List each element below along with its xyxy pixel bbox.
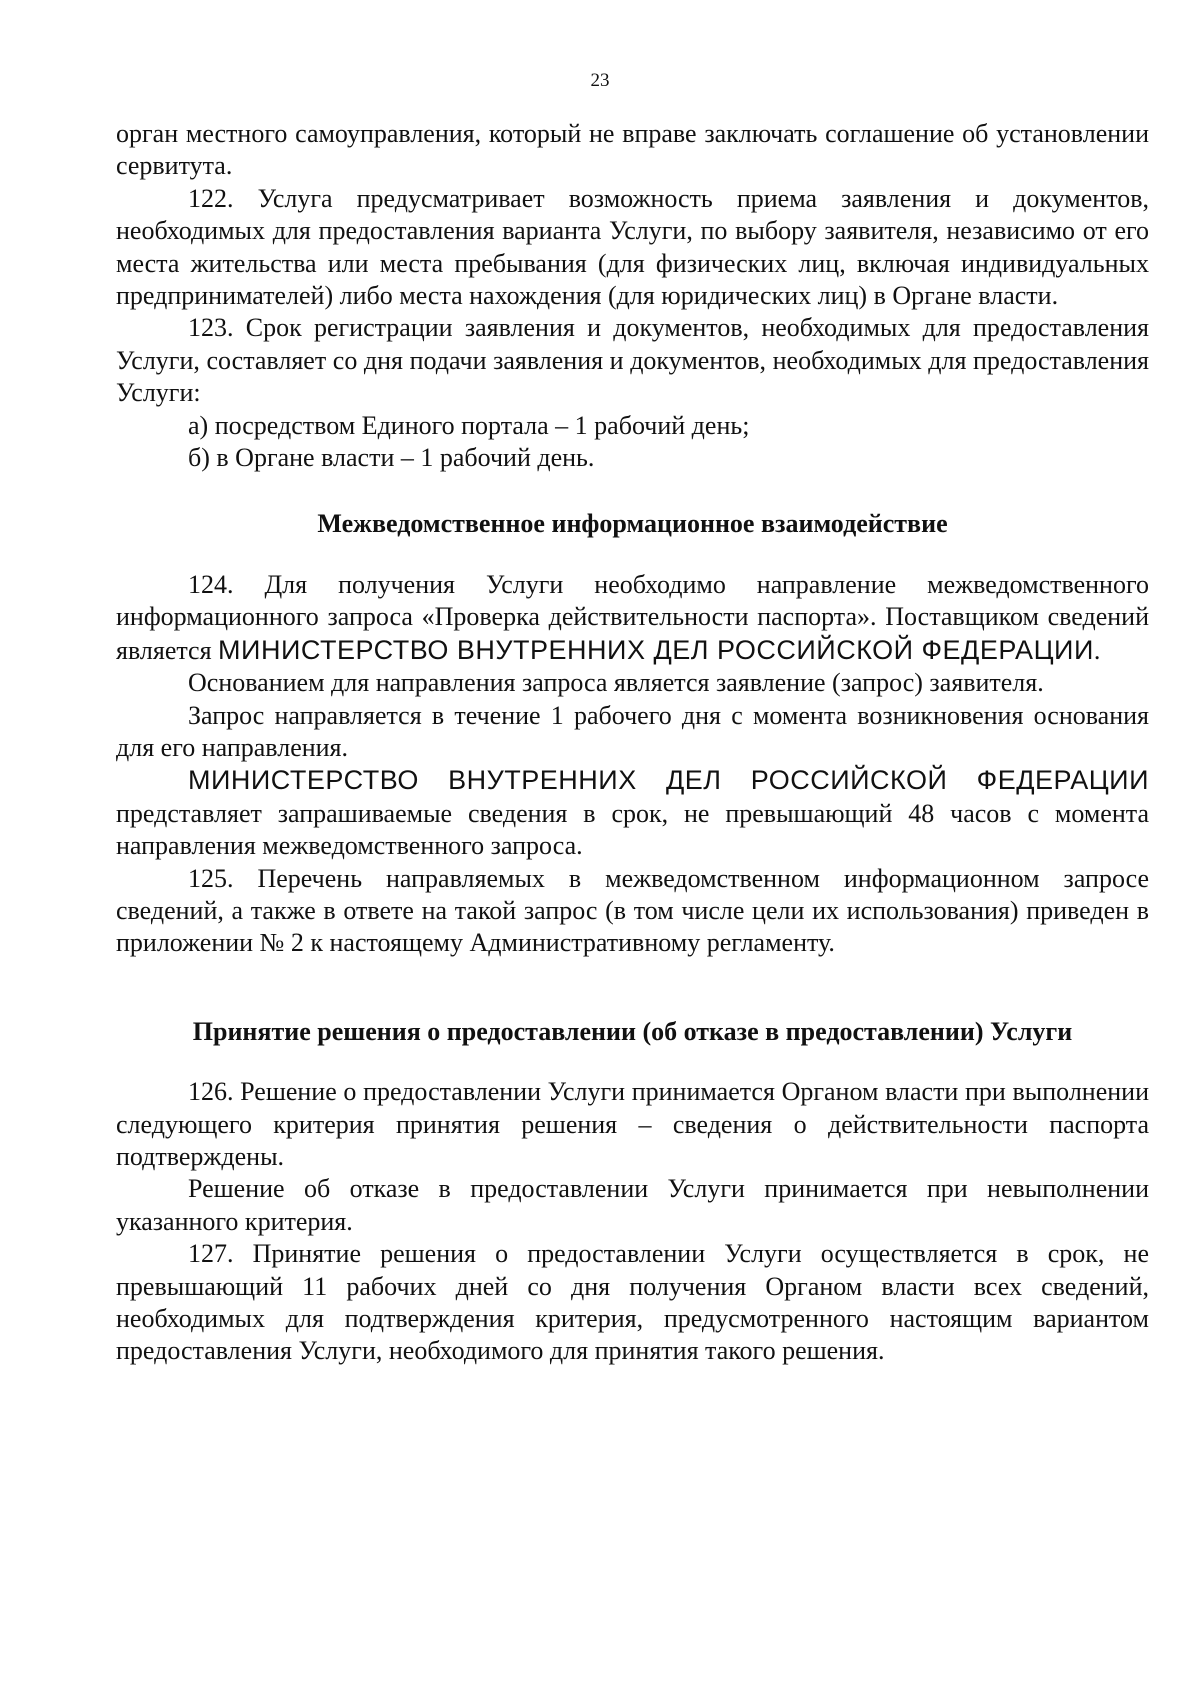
response-text: представляет запрашиваемые сведения в срок, не превышающий 48 часов с момента направления межведомственного запроса. [116, 798, 1149, 861]
document-body [116, 118, 1149, 1368]
paragraph-124 [116, 569, 1149, 667]
paragraph-124-end: . [1093, 635, 1101, 665]
paragraph-127: 127. Принятие решения о предоставлении Услуги осуществляется в срок, не превышающий 11 рабочих дней со дня получения Органом власти всех сведений, необходимых для подтверждения критерия, предусмотренного настоящим вариантом предоставления Услуги, необходимого для принятия такого решения. [116, 1239, 1149, 1366]
list-item-b: б) в Органе власти – 1 рабочий день. [188, 443, 595, 473]
paragraph-126: 126. Решение о предоставлении Услуги принимается Органом власти при выполнении следующего критерия принятия решения – сведения о действительности паспорта подтверждены. [116, 1077, 1149, 1171]
ministry-name: МИНИСТЕРСТВО ВНУТРЕННИХ ДЕЛ РОССИЙСКОЙ ФЕДЕРАЦИИ [188, 765, 1149, 796]
paragraph-basis: Основанием для направления запроса является заявление (запрос) заявителя. [188, 668, 1044, 698]
section-heading-decision: Принятие решения о предоставлении (об отказе в предоставлении) Услуги [192, 1016, 1073, 1046]
paragraph-122: 122. Услуга предусматривает возможность приема заявления и документов, необходимых для предоставления варианта Услуги, по выбору заявителя, независимо от его места жительства или места пребывания (для физических лиц, включая индивидуальных предпринимателей) либо места нахождения (для юридических лиц) в Органе власти. [116, 183, 1149, 311]
paragraph-continuation: орган местного самоуправления, который не вправе заключать соглашение об установлении сервитута. [116, 119, 1149, 181]
section-heading-interagency: Межведомственное информационное взаимодействие [317, 509, 948, 539]
ministry-name: МИНИСТЕРСТВО ВНУТРЕННИХ ДЕЛ РОССИЙСКОЙ ФЕДЕРАЦИИ [218, 634, 1094, 665]
page-number: 23 [590, 70, 610, 91]
paragraph-ministry-response [116, 764, 1149, 862]
paragraph-124-text: 124. Для получения Услуги необходимо направление межведомственного информационного запроса «Проверка действительности паспорта». Поставщиком сведений является [116, 569, 1149, 665]
paragraph-request-time: Запрос направляется в течение 1 рабочего дня с момента возникновения основания для его направления. [116, 700, 1149, 762]
paragraph-125: 125. Перечень направляемых в межведомственном информационном запросе сведений, а также в ответе на такой запрос (в том числе цели их использования) приведен в приложении № 2 к настоящему Административному регламенту. [116, 863, 1149, 958]
list-item-a: а) посредством Единого портала – 1 рабочий день; [188, 410, 750, 440]
paragraph-123: 123. Срок регистрации заявления и документов, необходимых для предоставления Услуги, составляет со дня подачи заявления и документов, необходимых для предоставления Услуги: [116, 313, 1149, 408]
paragraph-refusal: Решение об отказе в предоставлении Услуги принимается при невыполнении указанного критерия. [116, 1174, 1149, 1236]
